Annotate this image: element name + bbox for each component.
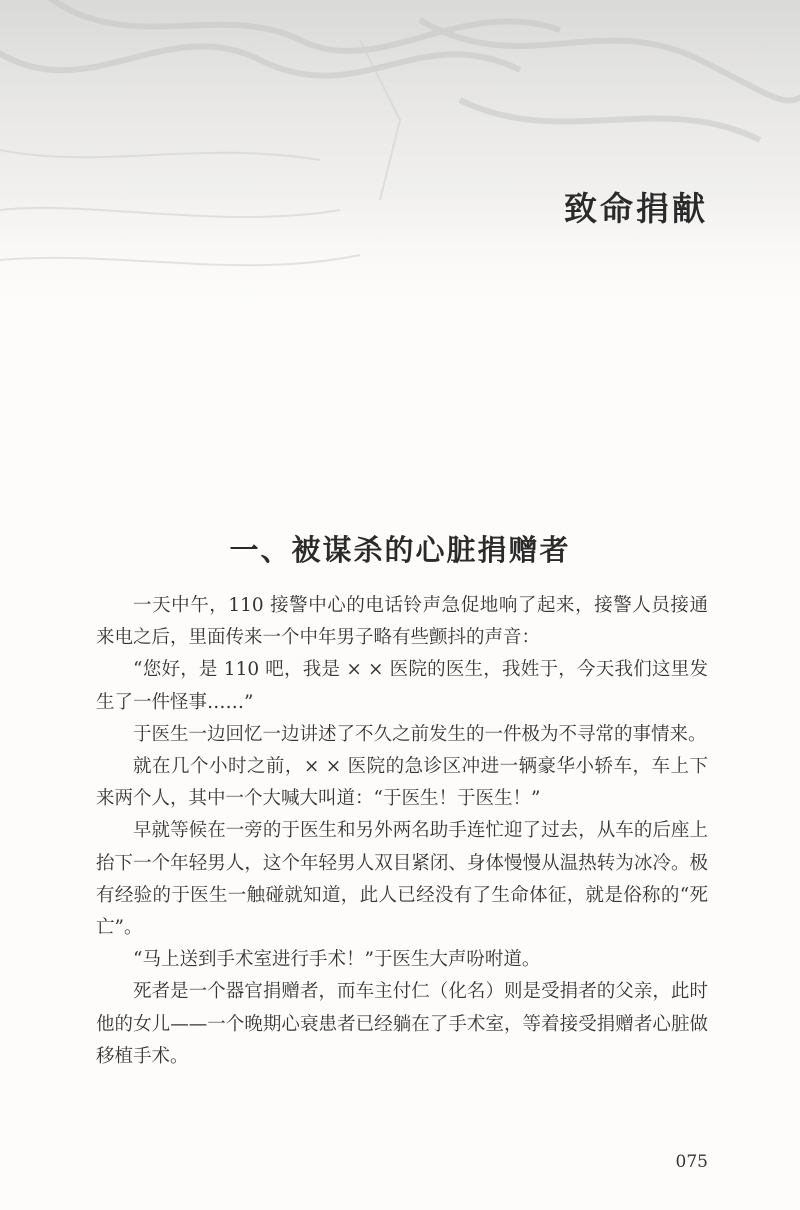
body-text [96,590,708,1073]
paragraph: 于医生一边回忆一边讲述了不久之前发生的一件极为不寻常的事情来。 [133,723,707,745]
paragraph: “您好，是 110 吧，我是 × × 医院的医生，我姓于，今天我们这里发生了一件怪事……” [96,659,708,713]
paragraph: “马上送到手术室进行手术！”于医生大声吩咐道。 [133,949,541,971]
page-number: 075 [675,1152,708,1172]
paragraph: 就在几个小时之前，× × 医院的急诊区冲进一辆豪华小轿车，车上下来两个人，其中一个大喊大叫道：“于医生！于医生！” [96,756,708,810]
paragraph: 一天中午，110 接警中心的电话铃声急促地响了起来，接警人员接通来电之后，里面传来一个中年男子略有些颤抖的声音： [96,595,708,649]
chapter-title: 致命捐献 [564,189,708,228]
paragraph: 死者是一个器官捐赠者，而车主付仁（化名）则是受捐者的父亲，此时他的女儿——一个晚期心衰患者已经躺在了手术室，等着接受捐赠者心脏做移植手术。 [96,981,708,1067]
section-title: 一、被谋杀的心脏捐赠者 [229,533,571,567]
paragraph: 早就等候在一旁的于医生和另外两名助手连忙迎了过去，从车的后座上抬下一个年轻男人，这个年轻男人双目紧闭、身体慢慢从温热转为冰冷。极有经验的于医生一触碰就知道，此人已经没有了生命体征，就是俗称的“死亡”。 [96,820,708,939]
decorative-header-illustration [0,0,800,330]
